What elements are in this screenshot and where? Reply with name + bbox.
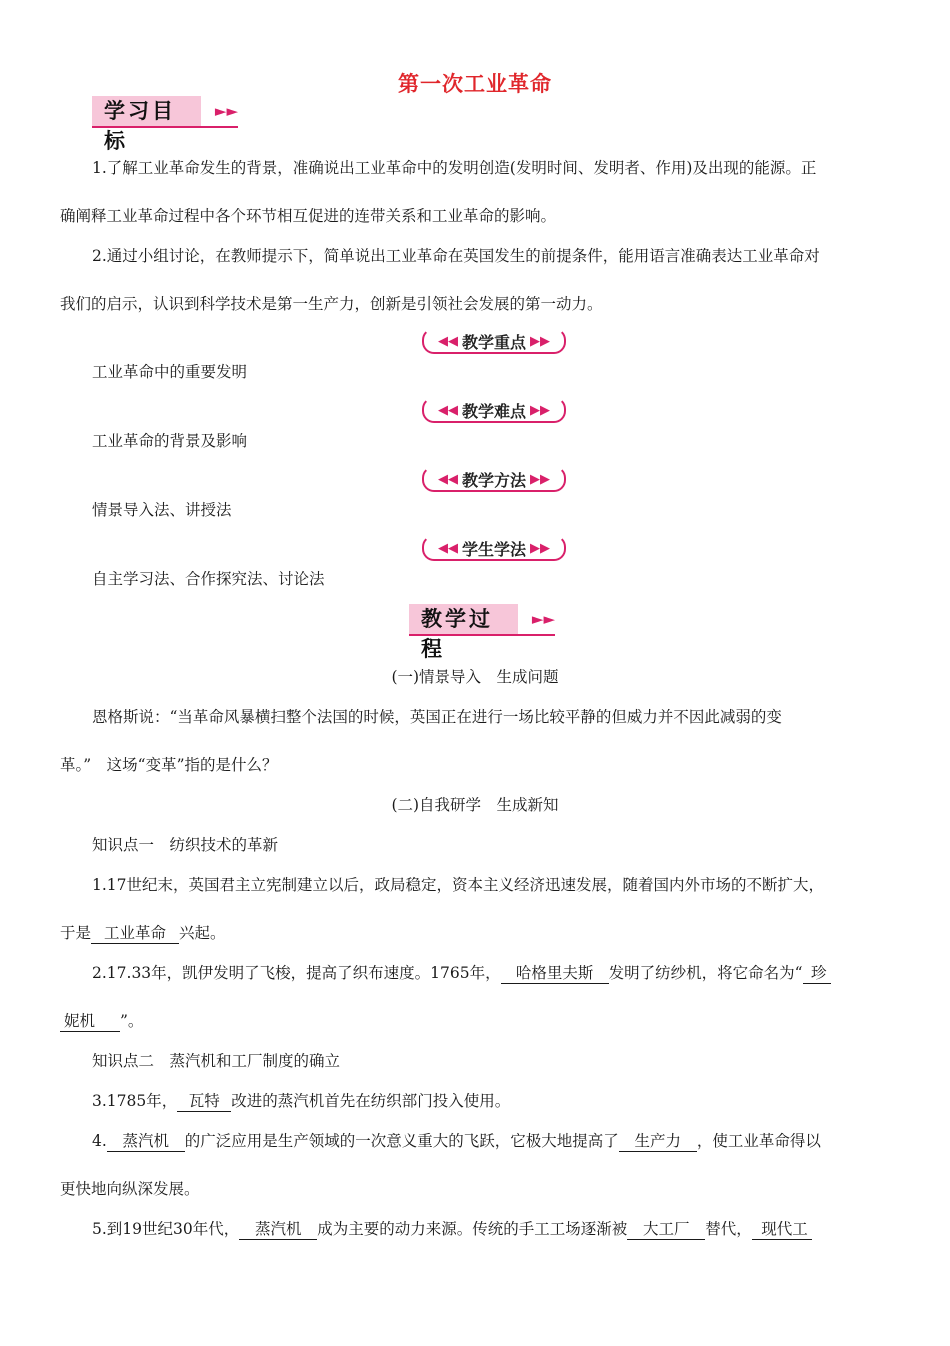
quote-line-2: 革。” 这场“变革”指的是什么？ — [60, 756, 278, 774]
q2-suffix: ”。 — [120, 1012, 144, 1030]
pill-study-methods — [422, 535, 566, 561]
q5-answer-1: 蒸汽机 — [239, 1219, 317, 1240]
question-3 — [92, 1091, 892, 1112]
pill-study-methods-label: 学生学法 — [461, 539, 526, 559]
section-goals-label: 学习目标 — [92, 96, 207, 126]
q4-suffix: ，使工业革命得以 — [696, 1132, 821, 1150]
right-arrow-icon: ▶▶ — [530, 540, 550, 556]
pill-difficulties-label: 教学难点 — [461, 401, 526, 421]
q3-suffix: 改进的蒸汽机首先在纺织部门投入使用。 — [231, 1092, 511, 1110]
knowledge-point-1: 知识点一 纺织技术的革新 — [92, 836, 279, 854]
q2-answer-2a: 珍 — [803, 963, 831, 984]
knowledge-point-2: 知识点二 蒸汽机和工厂制度的确立 — [92, 1052, 341, 1070]
q1-answer: 工业革命 — [91, 923, 179, 944]
q5-middle-2: 替代， — [705, 1220, 752, 1238]
q5-answer-2: 大工厂 — [627, 1219, 705, 1240]
section-process-label: 教学过程 — [409, 604, 524, 634]
pill-difficulties — [422, 397, 566, 423]
left-arrow-icon: ◀◀ — [437, 540, 458, 556]
q5-middle: 成为主要的动力来源。传统的手工工场逐渐被 — [317, 1220, 628, 1238]
question-5-line-1 — [92, 1219, 892, 1240]
q4-answer-2: 生产力 — [619, 1131, 697, 1152]
q4-middle: 的广泛应用是生产领域的一次意义重大的飞跃，它极大地提高了 — [184, 1132, 619, 1150]
study-methods-content: 自主学习法、合作探究法、讨论法 — [92, 570, 325, 588]
section-process-header — [409, 604, 555, 661]
step-1-heading: (一)情景导入 生成问题 — [391, 668, 559, 686]
goal-1-line-1: 1.了解工业革命发生的背景，准确说出工业革命中的发明创造(发明时间、发明者、作用)及出现的能源。正 — [92, 159, 817, 177]
question-4-line-1 — [92, 1131, 892, 1152]
right-arrow-icon: ▶▶ — [530, 333, 550, 349]
double-arrow-icon: ►► — [214, 102, 238, 120]
q2-answer-1: 哈格里夫斯 — [501, 963, 609, 984]
q5-prefix: 5.到19世纪30年代， — [92, 1220, 240, 1238]
step-2-heading: (二)自我研学 生成新知 — [391, 796, 559, 814]
q4-prefix: 4. — [92, 1132, 107, 1150]
q2-answer-2b: 妮机 — [60, 1011, 120, 1032]
q1-suffix: 兴起。 — [179, 924, 226, 942]
left-arrow-icon: ◀◀ — [437, 471, 458, 487]
pill-key-points — [422, 328, 566, 354]
q3-answer: 瓦特 — [177, 1091, 231, 1112]
pill-key-points-label: 教学重点 — [461, 332, 526, 352]
pill-methods-label: 教学方法 — [461, 470, 526, 490]
question-2-line-2 — [60, 1011, 892, 1032]
section-goals-header — [92, 96, 238, 153]
left-arrow-icon: ◀◀ — [437, 333, 458, 349]
q2-prefix: 2.17.33年，凯伊发明了飞梭，提高了织布速度。1765年， — [92, 964, 501, 982]
question-1-line-2 — [60, 923, 892, 944]
q5-answer-3: 现代工 — [752, 1219, 812, 1240]
left-arrow-icon: ◀◀ — [437, 402, 458, 418]
q2-middle: 发明了纺纱机，将它命名为“ — [608, 964, 803, 982]
goal-1-line-2: 确阐释工业革命过程中各个环节相互促进的连带关系和工业革命的影响。 — [60, 207, 557, 225]
key-points-content: 工业革命中的重要发明 — [92, 363, 248, 381]
q4-answer-1: 蒸汽机 — [107, 1131, 185, 1152]
difficulties-content: 工业革命的背景及影响 — [92, 432, 248, 450]
pill-methods — [422, 466, 566, 492]
question-1-line-1: 1.17世纪末，英国君主立宪制建立以后，政局稳定，资本主义经济迅速发展，随着国内外市场的不断扩大， — [92, 876, 825, 894]
right-arrow-icon: ▶▶ — [530, 471, 550, 487]
goal-2-line-2: 我们的启示，认识到科学技术是第一生产力，创新是引领社会发展的第一动力。 — [60, 295, 603, 313]
quote-line-1: 恩格斯说：“当革命风暴横扫整个法国的时候，英国正在进行一场比较平静的但威力并不因此减弱的变 — [92, 708, 782, 726]
methods-content: 情景导入法、讲授法 — [92, 501, 232, 519]
question-2-line-1 — [92, 963, 892, 984]
q3-prefix: 3.1785年， — [92, 1092, 178, 1110]
right-arrow-icon: ▶▶ — [530, 402, 550, 418]
question-4-line-2: 更快地向纵深发展。 — [60, 1180, 200, 1198]
page-title: 第一次工业革命 — [398, 72, 552, 96]
goal-2-line-1: 2.通过小组讨论，在教师提示下，简单说出工业革命在英国发生的前提条件，能用语言准确表达工业革命对 — [92, 247, 820, 265]
q1-prefix: 于是 — [60, 924, 92, 942]
double-arrow-icon: ►► — [531, 610, 555, 628]
